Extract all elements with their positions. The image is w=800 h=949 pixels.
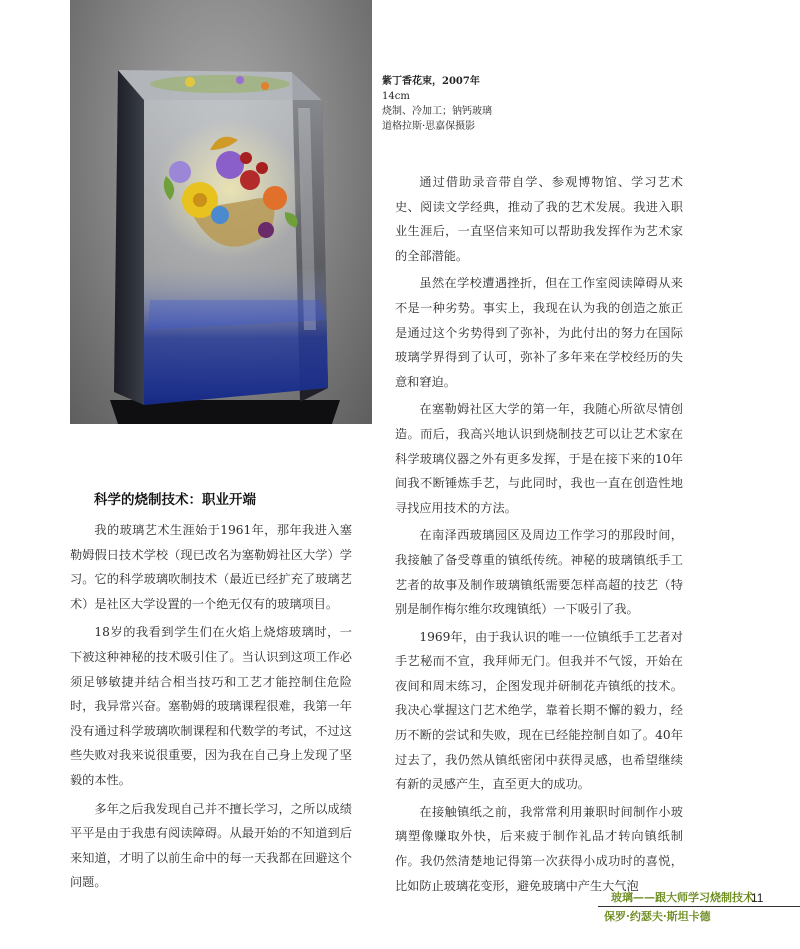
body-paragraph: 我的玻璃艺术生涯始于1961年，那年我进入塞勒姆假日技术学校（现已改名为塞勒姆社区大学）学习。它的科学玻璃吹制技术（最近已经扩充了玻璃艺术）是社区大学设置的一个绝无仅有的玻璃项目。 bbox=[70, 523, 352, 611]
body-paragraph: 18岁的我看到学生们在火焰上烧熔玻璃时，一下被这种神秘的技术吸引住了。当认识到这项工作必须足够敏捷并结合相当技巧和工艺才能控制住危险时，我异常兴奋。塞勒姆的玻璃课程很难，我第一年没有通过科学玻璃吹制课程和代数学的考试，不过这些失败对我来说很重要，因为我在自己身上发现了坚毅的本性。 bbox=[70, 625, 352, 787]
body-paragraph: 在塞勒姆社区大学的第一年，我随心所欲尽情创造。而后，我高兴地认识到烧制技艺可以让艺术家在科学玻璃仪器之外有更多发挥，于是在接下来的10年间我不断锤炼手艺，与此同时，我也一直在创造性地寻找应用技术的方法。 bbox=[395, 402, 683, 515]
caption-credit: 道格拉斯·思嘉保摄影 bbox=[382, 121, 476, 132]
glass-block-illustration bbox=[70, 0, 372, 424]
footer-author: 保罗·约瑟夫·斯坦卡德 bbox=[604, 910, 711, 923]
caption-size: 14cm bbox=[382, 91, 410, 102]
paperweight-photo bbox=[70, 0, 372, 424]
photo-caption bbox=[382, 74, 642, 134]
body-paragraph: 多年之后我发现自己并不擅长学习，之所以成绩平平是由于我患有阅读障碍。从最开始的不知道到后来知道，才明了以前生命中的每一天我都在回避这个问题。 bbox=[70, 801, 352, 890]
body-paragraph: 在接触镇纸之前，我常常利用兼职时间制作小玻璃塑像赚取外快，后来疲于制作礼品才转向镇纸制作。我仍然清楚地记得第一次获得小成功时的喜悦，比如防止玻璃花变形，避免玻璃中产生大气泡 bbox=[395, 804, 683, 893]
section-heading: 科学的烧制技术：职业开端 bbox=[94, 492, 256, 508]
caption-technique: 烧制、冷加工；钠钙玻璃 bbox=[382, 106, 492, 117]
body-paragraph: 虽然在学校遭遇挫折，但在工作室阅读障碍从来不是一种劣势。事实上，我现在认为我的创造之旅正是通过这个劣势得到了弥补，为此付出的努力在国际玻璃学界得到了认可，弥补了多年来在学校经历的失意和窘迫。 bbox=[395, 276, 683, 389]
footer-series-title: 玻璃——跟大师学习烧制技术 bbox=[611, 891, 754, 904]
footer-rule bbox=[598, 906, 800, 907]
body-paragraph: 1969年，由于我认识的唯一一位镇纸手工艺者对手艺秘而不宣，我拜师无门。但我并不气馁，开始在夜间和周末练习，企图发现并研制花卉镇纸的技术。我决心掌握这门艺术绝学，靠着长期不懈的毅力，经历不断的尝试和失败，现在已经能控制自如了。40年过去了，我仍然从镇纸密闭中获得灵感，也希望继续有新的灵感产生，直至更大的成功。 bbox=[395, 629, 683, 792]
body-paragraph: 通过借助录音带自学、参观博物馆、学习艺术史、阅读文学经典，推动了我的艺术发展。我进入职业生涯后，一直坚信来知可以帮助我发挥作为艺术家的全部潜能。 bbox=[395, 175, 683, 263]
right-column bbox=[395, 170, 683, 901]
page-number: 11 bbox=[751, 891, 764, 905]
caption-title: 紫丁香花束，2007年 bbox=[382, 76, 480, 87]
body-paragraph: 在南泽西玻璃园区及周边工作学习的那段时间，我接触了备受尊重的镇纸传统。神秘的玻璃镇纸手工艺者的故事及制作玻璃镇纸需要怎样高超的技艺（特别是制作梅尔维尔玫瑰镇纸）一下吸引了我。 bbox=[395, 528, 683, 617]
left-column bbox=[70, 490, 352, 899]
